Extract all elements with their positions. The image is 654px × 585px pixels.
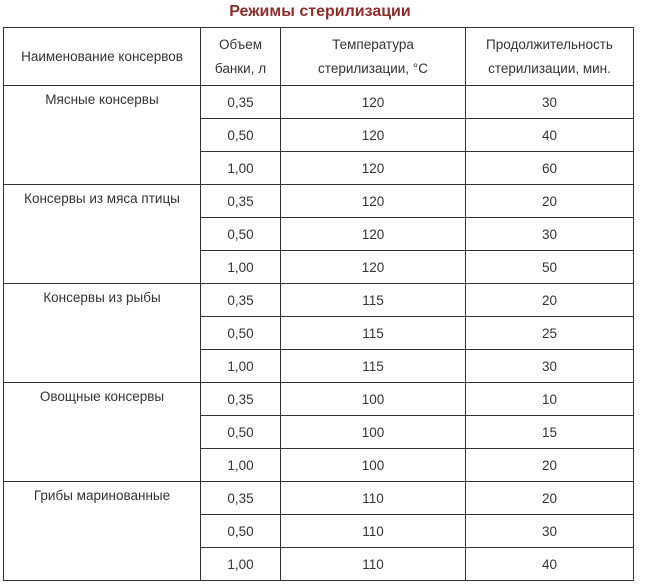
duration-cell: 10 [466, 383, 634, 416]
volume-cell: 0,35 [201, 86, 281, 119]
volume-cell: 0,50 [201, 515, 281, 548]
temperature-cell: 120 [281, 86, 466, 119]
header-volume [201, 28, 281, 86]
header-duration [466, 28, 634, 86]
volume-cell: 1,00 [201, 350, 281, 383]
header-temperature [281, 28, 466, 86]
duration-cell: 20 [466, 185, 634, 218]
product-name-cell: Овощные консервы [4, 383, 201, 482]
temperature-cell: 100 [281, 416, 466, 449]
table-row [4, 185, 634, 218]
volume-cell: 0,35 [201, 284, 281, 317]
duration-cell: 30 [466, 515, 634, 548]
table-row [4, 383, 634, 416]
product-name-cell: Консервы из мяса птицы [4, 185, 201, 284]
duration-cell: 60 [466, 152, 634, 185]
temperature-cell: 120 [281, 218, 466, 251]
header-product-name [4, 28, 201, 86]
temperature-cell: 110 [281, 548, 466, 581]
temperature-cell: 110 [281, 482, 466, 515]
volume-cell: 0,50 [201, 119, 281, 152]
header-volume-line2: банки, л [214, 60, 267, 76]
temperature-cell: 115 [281, 317, 466, 350]
table-body [4, 86, 634, 581]
volume-cell: 0,50 [201, 317, 281, 350]
header-duration-line2: стерилизации, мин. [488, 60, 611, 76]
sterilization-table [3, 27, 634, 581]
temperature-cell: 100 [281, 383, 466, 416]
duration-cell: 30 [466, 86, 634, 119]
header-temperature-line1: Температура [332, 36, 414, 52]
product-name-cell: Мясные консервы [4, 86, 201, 185]
volume-cell: 0,50 [201, 416, 281, 449]
volume-cell: 1,00 [201, 251, 281, 284]
duration-cell: 20 [466, 482, 634, 515]
duration-cell: 15 [466, 416, 634, 449]
volume-cell: 1,00 [201, 152, 281, 185]
header-volume-line1: Объем [218, 36, 262, 52]
table-row [4, 86, 634, 119]
temperature-cell: 100 [281, 449, 466, 482]
volume-cell: 0,50 [201, 218, 281, 251]
duration-cell: 40 [466, 119, 634, 152]
table-row [4, 482, 634, 515]
duration-cell: 40 [466, 548, 634, 581]
volume-cell: 1,00 [201, 548, 281, 581]
temperature-cell: 120 [281, 185, 466, 218]
temperature-cell: 120 [281, 152, 466, 185]
header-temperature-line2: стерилизации, °С [318, 60, 428, 76]
temperature-cell: 110 [281, 515, 466, 548]
temperature-cell: 120 [281, 251, 466, 284]
table-header-row [4, 28, 634, 86]
temperature-cell: 115 [281, 350, 466, 383]
duration-cell: 25 [466, 317, 634, 350]
header-product-name-label: Наименование консервов [21, 48, 183, 64]
temperature-cell: 115 [281, 284, 466, 317]
volume-cell: 0,35 [201, 383, 281, 416]
product-name-cell: Консервы из рыбы [4, 284, 201, 383]
duration-cell: 20 [466, 449, 634, 482]
product-name-cell: Грибы маринованные [4, 482, 201, 581]
volume-cell: 0,35 [201, 185, 281, 218]
duration-cell: 20 [466, 284, 634, 317]
duration-cell: 30 [466, 218, 634, 251]
header-duration-line1: Продолжительность [486, 36, 613, 52]
table-row [4, 284, 634, 317]
duration-cell: 50 [466, 251, 634, 284]
duration-cell: 30 [466, 350, 634, 383]
volume-cell: 1,00 [201, 449, 281, 482]
temperature-cell: 120 [281, 119, 466, 152]
volume-cell: 0,35 [201, 482, 281, 515]
page-title: Режимы стерилизации [229, 3, 411, 20]
